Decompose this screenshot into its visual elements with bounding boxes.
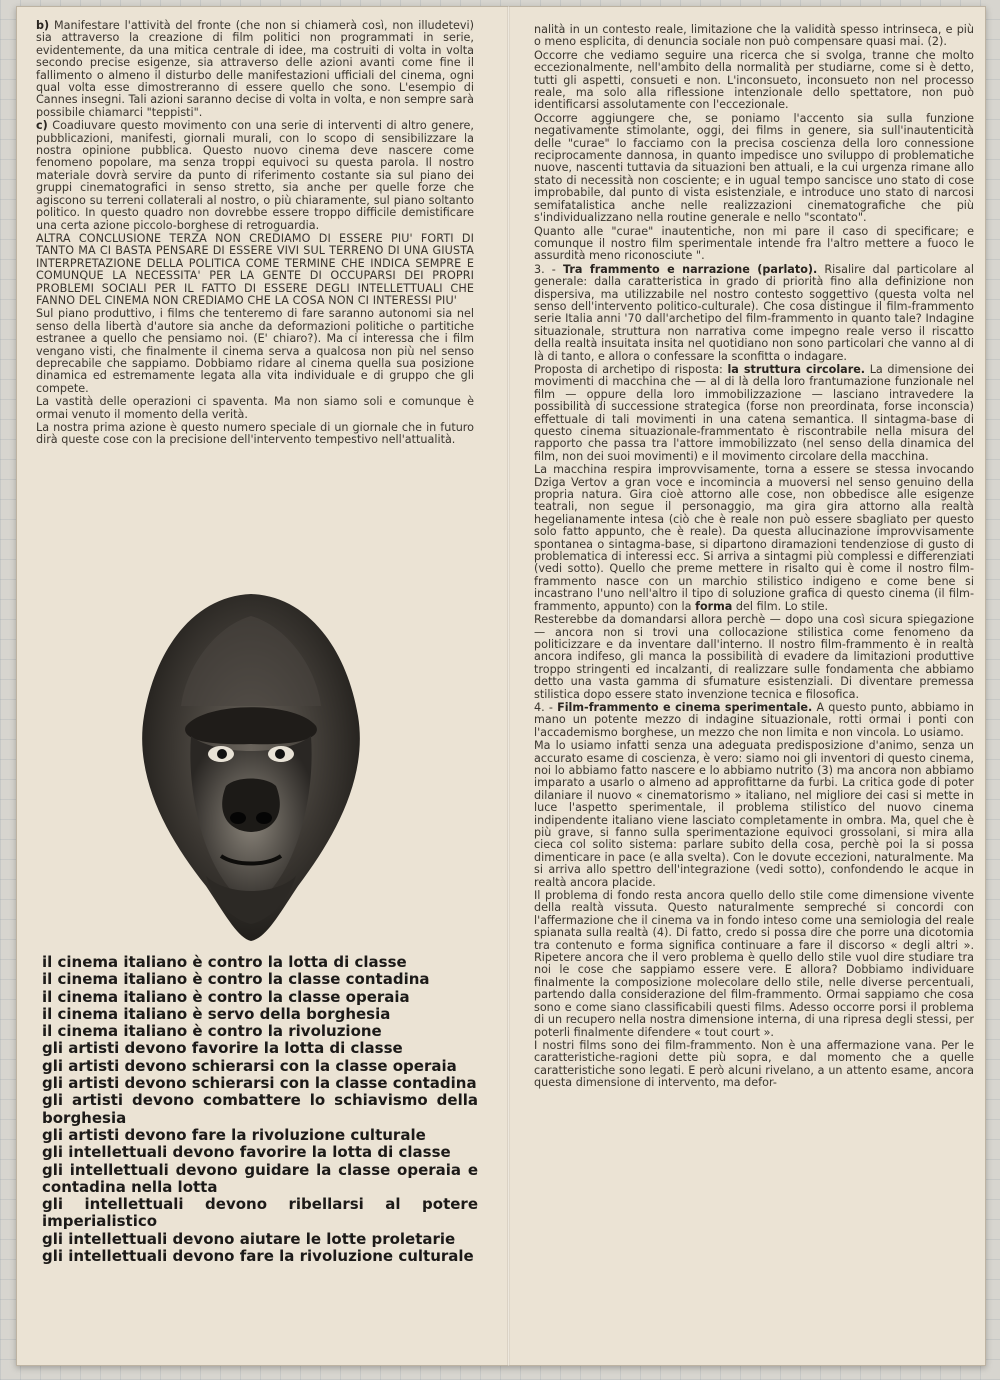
slogan-line: gli artisti devono favorire la lotta di classe [42,1039,403,1058]
gorilla-head-image [126,586,376,946]
paragraph-c-text: Coadiuvare questo movimento con una serie di interventi di altro genere, pubblicazioni, manifesti, giornali murali, con lo scopo di sensibilizzare la nostra opinione pubblica. Questo nuovo cinema deve nascere come fenomeno popolare, ma senza troppi equivoci su questa parola. Il nostro materiale dovrà servire da punto di riferimento costante sia sul piano dei gruppi cinematografici in senso stretto, sia anche per quelle forze che agiscono su terreni collaterali al nostro, o più chiaramente, sul piano soltanto politico. In questo quadro non dovrebbe essere troppo difficile demistificare una certa azione piccolo-borghese di retroguardia. [36,119,474,232]
vertov-bold: forma [695,599,733,613]
resterebbe-paragraph: Resterebbe da domandarsi allora perchè — dopo una così sicura spiegazione — ancora non si trovi una collocazione stilistica come fenomeno da politicizzare e da inventare dall'interno. Il nostro film-frammento è in realtà ancora indifeso, gli manca la possibilità di evadere da limitazioni produttive troppo stringenti ed incalzanti, di realizzare sulle fondamenta che abbiamo detto una vasta gamma di sfumature esistenziali. Di diventare premessa stilistica dopo essere stato invenzione tecnica e filosofica. [534,613,974,701]
usiamo-paragraph: Ma lo usiamo infatti senza una adeguata predisposizione d'animo, senza un accurato esame di coscienza, è vero: siamo noi gli inventori di questo cinema, noi lo abbiamo fatto nascere e lo abbiamo nutrito (3) ma ancora non abbiamo imparato a usarlo o almeno ad approfittarne da furbi. La critica gode di poter dilaniare il nuovo « cinematorismo » italiano, nel migliore dei casi si mette in luce l'aspetto sperimentale, il problema stilistico del nuovo cinema indipendente italiano viene lasciato completamente in ombra. Ma, quel che è più grave, si fanno sulla sperimentazione equivoci grossolani, si mira alla cieca col solito sistema: parlare subito della cosa, perchè poi la si possa dimenticare in pace (e alla svelta). Con le dovute eccezioni, naturalmente. Ma si arriva allo spettro dell'integrazione (vedi sotto), confondendo le acque in realtà ancora placide. [534,739,974,889]
slogan-line: gli intellettuali devono aiutare le lotte proletarie [42,1229,456,1248]
paragraph-vastness: La vastità delle operazioni ci spaventa. Ma non siamo soli e comunque è ormai venuto il momento della verità. [36,395,474,421]
proposal-text: La dimensione dei movimenti di macchina che — al di là della loro frantumazione funzionale nel film — oppure della loro immobilizzazione — lasciano intravedere la possibilità di successione strategica (forse non preordinata, forse inconscia) effettuale di tali movimenti in una catena semantica. Il sintagma-base di questo cinema situazionale-frammentato è riscontrabile nella misura del rapporto che passa tra l'attore immobilizzato (nel senso della dinamica del film, non dei suoi movimenti) e il movimento circolare della macchina. [534,362,974,463]
slogan-line: gli artisti devono schierarsi con la classe contadina [42,1074,477,1093]
section-3-title: Tra frammento e narrazione (parlato). [562,262,818,276]
label-b: b) [36,19,50,32]
label-c: c) [36,119,48,133]
vertov-paragraph [534,464,974,613]
paragraph-first-action: La nostra prima azione è questo numero speciale di un giornale che in futuro dirà queste cose con la precisione dell'intervento tempestivo nell'attualità. [36,421,474,447]
paragraph-productive: Sul piano produttivo, i films che tenteremo di fare saranno autonomi sia nel senso della libertà d'autore sia anche da deformazioni politiche o partitiche estranee a quello che pensiamo noi. (E' chiaro?). Ma ci interessa che i film vengano visti, che finalmente il cinema serva a qualcosa non più nel senso deprecabile che sappiamo. Dobbiamo ridare al cinema quella sua posizione dinamica ed estremamente legata alla vita individuale e di gruppo che gli compete. [36,307,474,395]
section-4-title: Film-frammento e cinema sperimentale. [557,700,813,714]
slogan-line: gli artisti devono schierarsi con la classe operaia [42,1056,457,1075]
paragraph-r4: Quanto alle "curae" inautentiche, non mi pare il caso di specificare; e comunque il nostro film sperimentale intende fra l'altro mettere a fuoco le assurdità meno riconosciute ". [534,224,974,263]
document-sheet [16,6,986,1366]
caps-paragraph: ALTRA CONCLUSIONE TERZA NON CREDIAMO DI ESSERE PIU' FORTI DI TANTO MA CI BASTA PENSARE DI ESSERE VIVI SUL TERRENO DI UNA GIUSTA INTERPRETAZIONE DELLA POLITICA COME TERMINE CHE INDICA SEMPRE E COMUNQUE LA NECESSITA' PER LA GENTE DI OCCUPARSI DEI PROPRI PROBLEMI SOCIALI PER IL FATTO DI ESSERE DEGLI INTELLETTUALI CHE FANNO DEL CINEMA NON CREDIAMO CHE LA COSA NON CI INTERESSI PIU' [36,231,474,307]
section-4 [534,702,974,739]
section-3-text: Risalire dal particolare al generale: dalla caratteristica in grado di priorità fino alla definizione non dispersiva, ma utilizzabile nel nostro contesto soggettivo (questa volta nel senso dell'intervento politico-culturale). Che cosa distingue il film-frammento serie Italia anni '70 dall'archetipo del film-frammento in quanto tale? Indagine situazionale, struttura non narrativa come impegno reale verso il riscatto della realtà insuitata insita nel quotidiano non sono particolari che vanno al di là di tanto, e allora o confessare la sconfitta o indagare. [534,262,974,363]
section-4-text: A questo punto, abbiamo in mano un potente mezzo di indagine situazionale, rotti ormai i ponti con l'accademismo borghese, un mezzo che non limita e non vincola. Lo usiamo. [534,700,974,739]
slogan-line: gli intellettuali devono ribellarsi al potere imperialistico [42,1195,478,1231]
slogan-line: gli intellettuali devono guidare la classe operaia e contadina nella lotta [42,1160,478,1196]
paragraph-r1: nalità in un contesto reale, limitazione che la validità spesso intrinseca, e più o meno esplicita, di denuncia sociale non può compensare quasi mai. (2). [534,23,974,49]
proposal-bold: la struttura circolare. [727,362,866,376]
page-fold [507,6,510,1366]
vertov-tail: del film. Lo stile. [735,599,829,613]
slogan-line: il cinema italiano è contro la classe contadina [42,970,430,989]
proposal-paragraph [534,364,974,463]
slogan-line: il cinema italiano è contro la rivoluzione [42,1022,382,1041]
section-4-number: 4. - [534,700,553,714]
slogan-line: il cinema italiano è contro la lotta di classe [42,953,407,971]
paragraph-r3: Occorre aggiungere che, se poniamo l'accento sia sulla funzione negativamente stimolante, oggi, dei films in genere, sia sull'inautenticità delle "curae" lo facciamo con la precisa coscienza della loro connessione reciprocamente dannosa, in quanto impedisce uno sviluppo di problematiche nuove, nascenti tuttavia da situazioni ben attuali, e la cui urgenza rimane allo stato di necessità non cosciente; e in ugual tempo sancisce uno stato di cose improbabile, dal punto di vista esistenziale, e introduce uno stato di narcosi semifatalistica anche nelle realizzazioni cinematografiche che più s'individualizzano nella routine generale e nello "scontato". [534,111,974,225]
slogan-line: gli intellettuali devono fare la rivoluzione culturale [42,1247,474,1266]
slogan-line: gli artisti devono fare la rivoluzione culturale [42,1125,426,1144]
paragraph-b-text: Manifestare l'attività del fronte (che non si chiamerà così, non illudetevi) sia attraverso la creazione di film politici non programmati in serie, evidentemente, da una mitica centrale di idee, ma costruiti di volta in volta secondo precise esigenze, sia attraverso delle azioni avanti come fine il fallimento o almeno il disturbo delle manifestazioni ufficiali del cinema, ogni qual volta esse dimostreranno di essere quello che sono. L'esempio di Cannes insegni. Tali azioni saranno decise di volta in volta, e non sempre sarà possibile chiamarci "teppisti". [36,19,474,119]
section-3-number: 3. - [534,262,556,276]
slogan-line: gli artisti devono combattere lo schiavismo della borghesia [42,1091,478,1127]
paragraph-c [36,120,474,232]
left-column [36,20,474,448]
paragraph-r2: Occorre che vediamo seguire una ricerca che si svolga, tranne che molto eccezionalmente, nell'ambito della normalità per studiarne, come si è detto, tutti gli aspetti, consueti e non. L'inconsueto, inconsueto non nel processo reale, ma solo alla riflessione intenzionale dello spettatore, non può identificarsi assolutamente con l'eccezionale. [534,48,974,112]
right-column [534,24,974,1091]
slogan-line: gli intellettuali devono favorire la lotta di classe [42,1143,451,1162]
problema-paragraph: Il problema di fondo resta ancora quello dello stile come dimensione vivente della realtà vissuta. Questo naturalmente sempreché si concordi con l'affermazione che il cinema va in fondo inteso come una semiologia del reale spianata sulla realtà (4). Di fatto, credo si possa dire che porre una dicotomia tra contenuto e forma significa continuare a fare il discorso « degli altri ». Ripetere ancora che il vero problema è quello dello stile vuol dire studiare tra noi le cose che sappiamo essere vere. E allora? Dobbiamo individuare finalmente la composizione molecolare dello stile, nelle diverse percentuali, partendo dalla considerazione del film-frammento. Ormai sappiamo che cosa sono e come siano classificabili questi films. Adesso occorre porsi il problema di un recupero nella nostra dimensione interna, di una ripresa degli stessi, per poterli finalmente difendere « tout court ». [534,889,974,1039]
proposal-lead: Proposta di archetipo di risposta: [534,362,723,376]
paragraph-b [36,20,474,119]
slogan-line: il cinema italiano è contro la classe operaia [42,987,410,1006]
section-3 [534,264,974,363]
slogan-line: il cinema italiano è servo della borghesia [42,1004,391,1023]
last-paragraph: I nostri films sono dei film-frammento. Non è una affermazione vana. Per le caratteristiche-ragioni dette più sopra, e dal momento che a quelle caratteristiche sono legati. E però alcuni rivelano, a un attento esame, ancora questa dimensione di intervento, ma defor- [534,1038,974,1090]
vertov-text: La macchina respira improvvisamente, torna a essere se stessa invocando Dziga Vertov a gran voce e incomincia a muoversi nel senso genuino della propria natura. Gira cioè attorno alle cose, non obbedisce alle esigenze teatrali, non segue il personaggio, ma gira gira attorno alla realtà hegelianamente intesa (ciò che è reale non può essere sbagliato per questo solo fatto appunto, che è reale). Da questa allucinazione improvvisamente spontanea o sintagma-base, si dipartono diramazioni tendenziose di gusto di problematica di interessi ecc. Si arriva a sintagmi più complessi e differenziati (vedi sotto). Quello che preme mettere in risalto qui è come il nostro film-frammento nasce con un marchio stilistico indigeno e come bene si incastrano l'uno nell'altro il tipo di soluzione grafica di questo cinema (il film-frammento, appunto) con la [534,463,974,613]
slogans-list [42,954,478,1265]
